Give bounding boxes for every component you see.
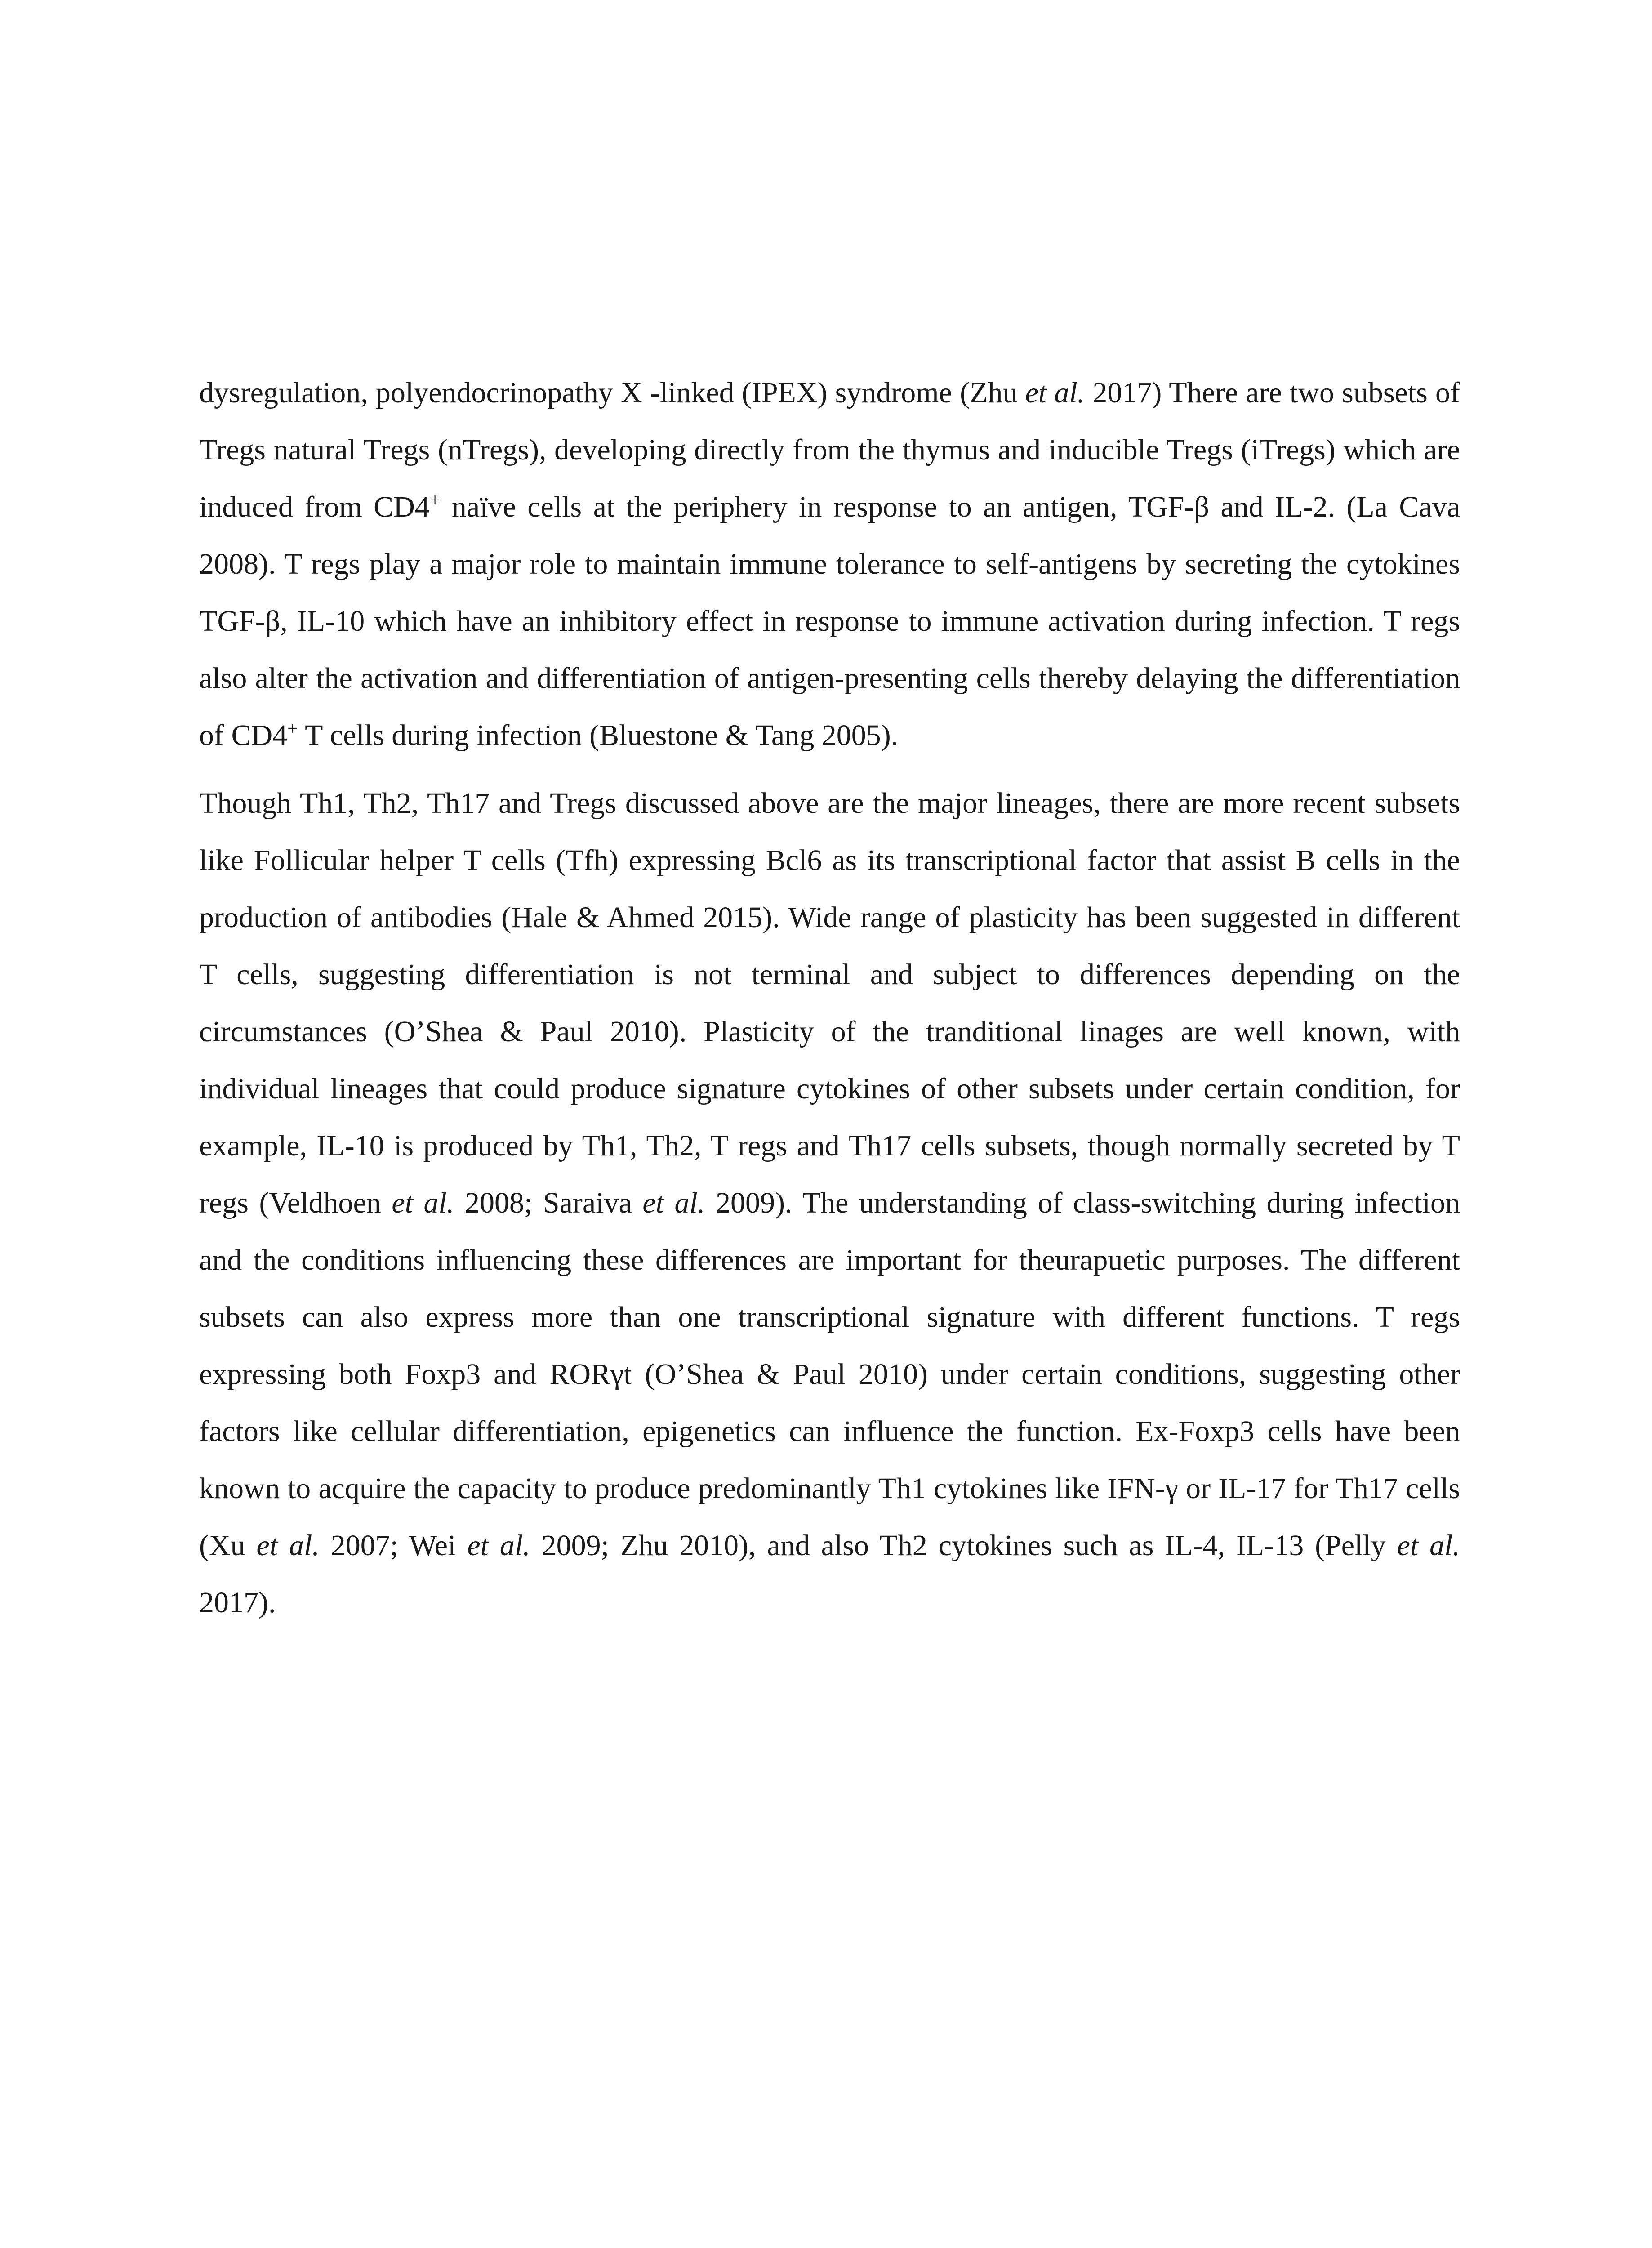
- text-segment: 2008; Saraiva: [454, 1186, 643, 1219]
- citation-italic: et al.: [642, 1186, 705, 1219]
- text-segment: T cells during infection (Bluestone & Tang 2005).: [298, 719, 899, 752]
- superscript: +: [287, 718, 298, 739]
- citation-italic: et al.: [256, 1529, 320, 1562]
- text-segment: 2009). The understanding of class-switching during infection and the conditions influencing these differences are important for theurapuetic purposes. The different subsets can also express more than one transcriptional signature with different functions. T regs expressing both Foxp3 and RORγt (O’Shea & Paul 2010) under certain conditions, suggesting other factors like cellular differentiation, epigenetics can influence the function. Ex-Foxp3 cells have been known to acquire the capacity to produce predominantly Th1 cytokines like IFN-γ or IL-17 for Th17 cells (Xu: [199, 1186, 1461, 1562]
- text-segment: Though Th1, Th2, Th17 and Tregs discussed above are the major lineages, there are more recent subsets like Follicular helper T cells (Tfh) expressing Bcl6 as its transcriptional factor that assist B cells in the production of antibodies (Hale & Ahmed 2015). Wide range of plasticity has been suggested in different T cells, suggesting differentiation is not terminal and subject to differences depending on the circumstances (O’Shea & Paul 2010). Plasticity of the tranditional linages are well known, with individual lineages that could produce signature cytokines of other subsets under certain condition, for example, IL-10 is produced by Th1, Th2, T regs and Th17 cells subsets, though normally secreted by T regs (Veldhoen: [199, 787, 1460, 1219]
- text-segment: dysregulation, polyendocrinopathy X -linked (IPEX) syndrome (Zhu: [199, 376, 1025, 409]
- citation-italic: et al.: [467, 1529, 530, 1562]
- body-text: [199, 364, 1460, 1631]
- text-segment: 2007; Wei: [319, 1529, 468, 1562]
- citation-italic: et al.: [1025, 376, 1085, 409]
- text-segment: 2009; Zhu 2010), and also Th2 cytokines such as IL-4, IL-13 (Pelly: [530, 1529, 1397, 1562]
- text-segment: 2017).: [199, 1586, 276, 1619]
- paragraph-plasticity: [199, 775, 1460, 1631]
- text-segment: 2017) There are two subsets of Tregs natural Tregs (nTregs), developing directly from the thymus and inducible Tregs (iTregs) which are induced from CD4: [199, 376, 1461, 523]
- citation-italic: et al.: [1397, 1529, 1460, 1562]
- text-segment: naïve cells at the periphery in response to an antigen, TGF-β and IL-2. (La Cava 2008). T regs play a major role to maintain immune tolerance to self-antigens by secreting the cytokines TGF-β, IL-10 which have an inhibitory effect in response to immune activation during infection. T regs also alter the activation and differentiation of antigen-presenting cells thereby delaying the differentiation of CD4: [199, 491, 1460, 752]
- citation-italic: et al.: [392, 1186, 454, 1219]
- superscript: +: [429, 490, 441, 511]
- paragraph-tregs: [199, 364, 1460, 764]
